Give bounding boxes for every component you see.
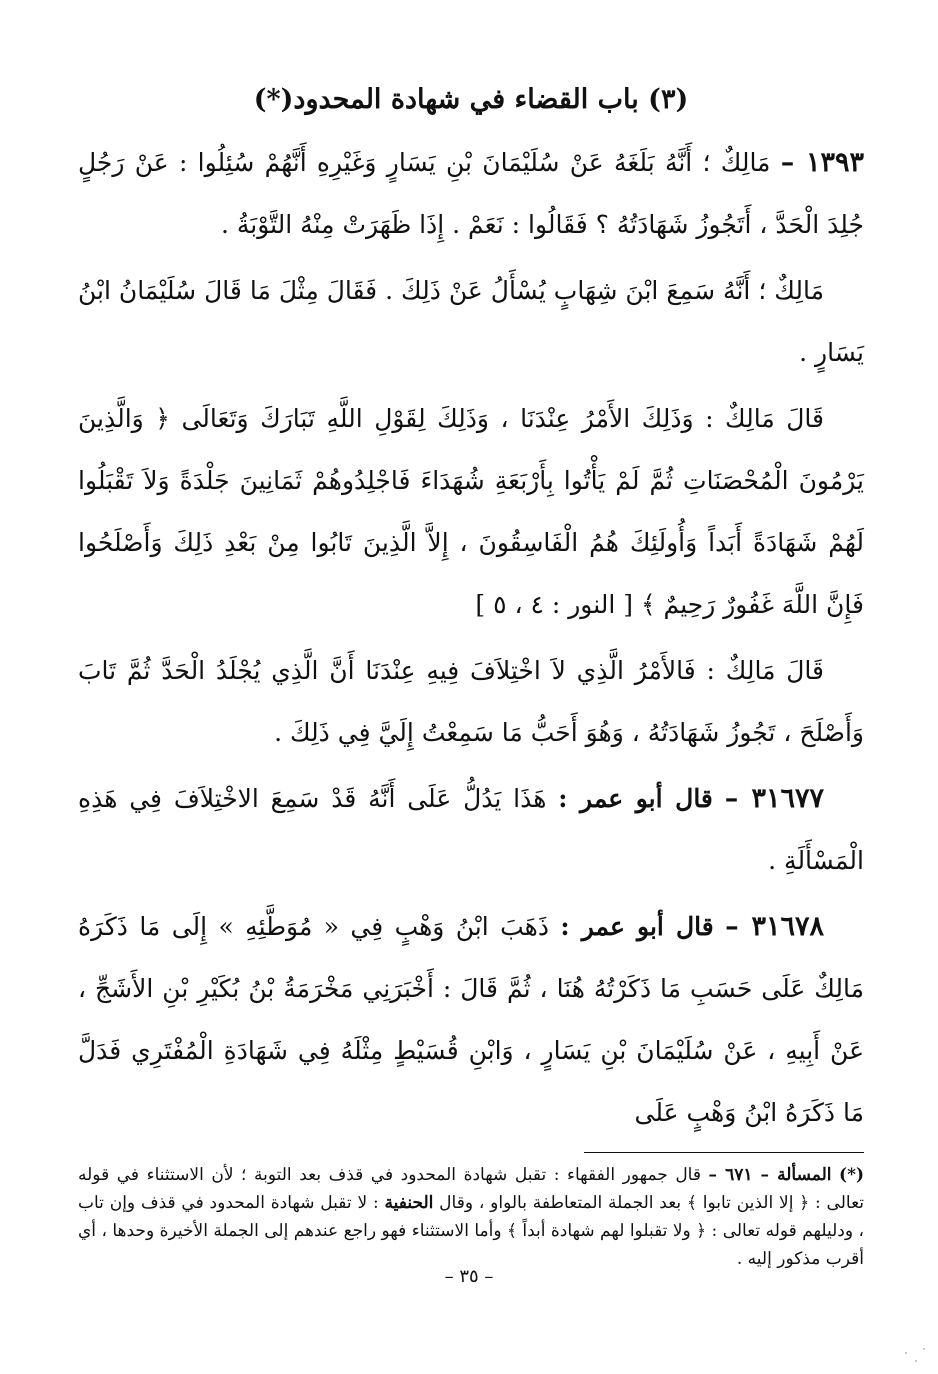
speaker-label: قال أبو عمر : — [558, 784, 713, 813]
paragraph-text: هَذَا يَدُلُّ عَلَى أَنَّهُ قَدْ سَمِعَ الاخْتِلاَفَ فِي هَذِهِ الْمَسْأَلَةِ . — [78, 784, 864, 875]
scan-speck — [923, 1348, 925, 1350]
footnote-text: قال جمهور الفقهاء : تقبل شهادة المحدود في قذف بعد التوبة ؛ لأن الاستثناء في قوله تعالى : ﴿ إلا الذين تابوا ﴾ بعد الجملة المتعاطفة بالواو ، وقال — [78, 1165, 864, 1213]
chapter-heading: (٣) باب القضاء في شهادة المحدود(*) — [253, 84, 689, 115]
footnote-marker: (*) — [839, 1165, 865, 1185]
paragraph-malik-ruling — [78, 640, 864, 764]
paragraph-31677 — [78, 768, 864, 892]
page-number: – ٣٥ – — [444, 1266, 494, 1287]
paragraph-text: مَالِكٌ ؛ أَنَّهُ بَلَغَهُ عَنْ سُلَيْمَانَ بْنِ يَسَارٍ وَغَيْرِهِ أَنَّهُمْ سُئِلُوا : عَنْ رَجُلٍ جُلِدَ الْحَدَّ ، أَتَجُوزُ شَهَادَتُهُ ؟ فَقَالُوا : نَعَمْ . إِذَا ظَهَرَتْ مِنْهُ التَّوْبَةُ . — [78, 148, 864, 239]
paragraph-malik-ibn-shihab — [78, 260, 864, 384]
paragraph-hadith-1393 — [78, 132, 864, 256]
paragraph-31678 — [78, 896, 864, 1144]
hadith-number: ١٣٩٣ – — [780, 147, 864, 178]
paragraph-quran-citation — [78, 388, 864, 636]
scan-speck — [905, 1352, 907, 1354]
footnote-lead: المسألة – ٦٧١ – — [708, 1165, 832, 1185]
paragraph-text: ذَهَبَ ابْنُ وَهْبٍ فِي « مُوَطَّئِهِ » إِلَى مَا ذَكَرَهُ مَالِكٌ عَلَى حَسَبِ مَا ذَكَرْتُهُ هُنَا ، ثُمَّ قَالَ : أَخْبَرَنِي مَخْرَمَةُ بْنُ بُكَيْرِ بْنِ الأَشَجِّ ، عَنْ أَبِيهِ ، عَنْ سُلَيْمَانَ بْنِ يَسَارٍ ، وَابْنِ قُسَيْطٍ مِثْلَهُ فِي شَهَادَةِ الْمُفْتَرِي فَدَلَّ مَا ذَكَرَهُ ابْنُ وَهْبٍ عَلَى — [78, 912, 864, 1127]
paragraph-number: ٣١٦٧٨ – — [725, 911, 824, 942]
paragraph-text: قَالَ مَالِكٌ : وَذَلِكَ الأَمْرُ عِنْدَنَا ، وَذَلِكَ لِقَوْلِ اللَّهِ تَبَارَكَ وَتَعَالَى ﴿ وَالَّذِينَ يَرْمُونَ الْمُحْصَنَاتِ ثُمَّ لَمْ يَأْتُوا بِأَرْبَعَةِ شُهَدَاءَ فَاجْلِدُوهُمْ ثَمَانِينَ جَلْدَةً وَلاَ تَقْبَلُوا لَهُمْ شَهَادَةً أَبَداً وَأُولَئِكَ هُمُ الْفَاسِقُونَ ، إِلاَّ الَّذِينَ تَابُوا مِنْ بَعْدِ ذَلِكَ وَأَصْلَحُوا فَإِنَّ اللَّهَ غَفُورٌ رَحِيمٌ ﴾ [ النور : ٤ ، ٥ ] — [78, 404, 864, 619]
paragraph-text: قَالَ مَالِكٌ : فَالأَمْرُ الَّذِي لاَ اخْتِلاَفَ فِيهِ عِنْدَنَا أَنَّ الَّذِي يُجْلَدُ الْحَدَّ ثُمَّ تَابَ وَأَصْلَحَ ، تَجُوزُ شَهَادَتُهُ ، وَهُوَ أَحَبُّ مَا سَمِعْتُ إِلَيَّ فِي ذَلِكَ . — [78, 656, 864, 747]
book-page — [78, 72, 864, 1273]
paragraph-text: مَالِكٌ ؛ أَنَّهُ سَمِعَ ابْنَ شِهَابٍ يُسْأَلُ عَنْ ذَلِكَ . فَقَالَ مِثْلَ مَا قَالَ سُلَيْمَانُ ابْنُ يَسَارٍ . — [78, 276, 864, 367]
speaker-label: قال أبو عمر : — [560, 912, 714, 941]
scan-speck — [915, 1360, 917, 1362]
footnote-divider — [584, 1152, 864, 1153]
footnote-school: الحنفية — [384, 1193, 434, 1213]
footnote — [78, 1161, 864, 1273]
paragraph-number: ٣١٦٧٧ – — [724, 783, 825, 814]
footnote-text: : لا تقبل شهادة المحدود في قذف وإن تاب ، ودليلهم قوله تعالى : ﴿ ولا تقبلوا لهم شهادة أبداً ﴾ وأما الاستثناء فهو راجع عندهم إلى الجملة الأخيرة وحدها ، أي أقرب مذكور إليه . — [78, 1193, 864, 1269]
